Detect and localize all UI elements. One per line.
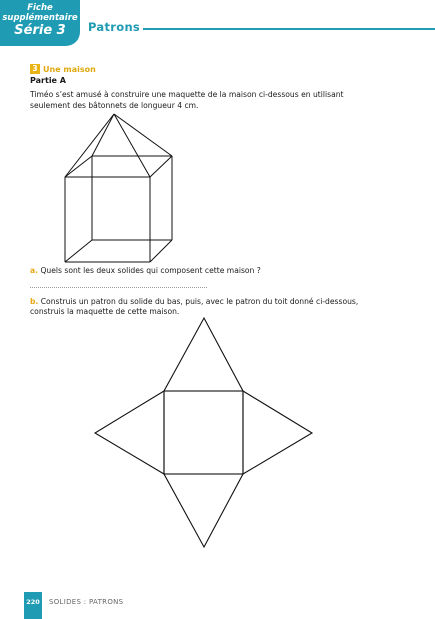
net-triangle-bottom xyxy=(164,474,243,547)
roof-edge xyxy=(65,114,114,177)
question-letter: b. xyxy=(30,297,39,306)
answer-line[interactable] xyxy=(30,287,207,288)
cube-edge xyxy=(150,240,172,262)
question-a xyxy=(30,266,385,276)
cube-edge xyxy=(65,240,92,262)
exercise-number-icon: 3 xyxy=(30,64,40,74)
net-triangle-top xyxy=(164,318,243,391)
exercise-title: Une maison xyxy=(43,64,96,74)
tab-label: Fiche supplémentaire xyxy=(2,3,78,23)
page-number: 220 xyxy=(24,592,42,619)
series-label: Série 3 xyxy=(14,23,66,38)
footer-chapter: SOLIDES : PATRONS xyxy=(49,598,124,606)
intro-text: Timéo s’est amusé à construire une maquette de la maison ci-dessous en utilisant seulement des bâtonnets de longueur 4 cm. xyxy=(30,90,344,110)
house-figure xyxy=(65,114,172,262)
question-text: Quels sont les deux solides qui composent cette maison ? xyxy=(40,266,261,275)
question-letter: a. xyxy=(30,266,39,275)
roof-edge xyxy=(114,114,172,156)
cube-edge xyxy=(150,156,172,177)
question-b xyxy=(30,297,385,317)
roof-edge xyxy=(92,114,114,156)
chapter-title: Patrons xyxy=(88,20,141,34)
roof-net-figure xyxy=(95,318,312,547)
question-text: Construis un patron du solide du bas, puis, avec le patron du toit donné ci-dessous, construis la maquette de cette maison. xyxy=(30,297,359,316)
part-title: Partie A xyxy=(30,76,66,85)
net-square-base xyxy=(164,391,243,474)
net-triangle-left xyxy=(95,391,164,474)
roof-edge xyxy=(114,114,150,177)
net-triangle-right xyxy=(243,391,312,474)
